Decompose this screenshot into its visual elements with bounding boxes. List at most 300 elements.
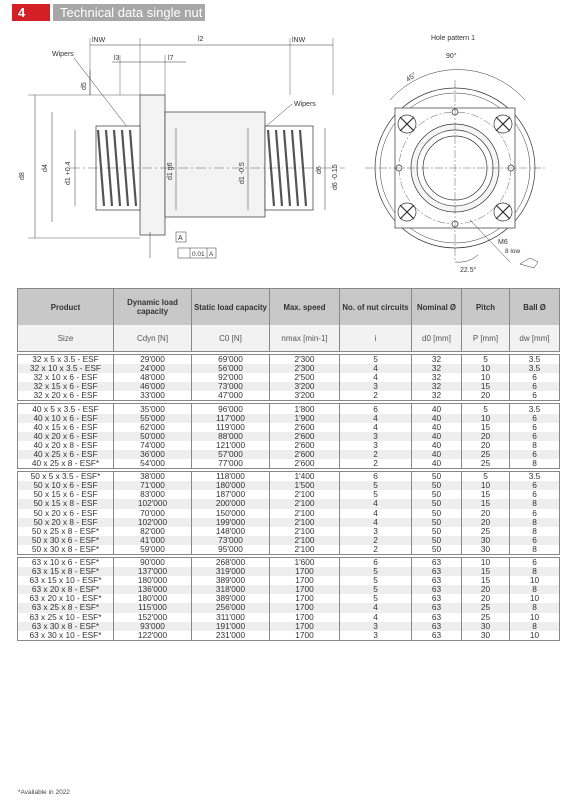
table-cell: 55'000 bbox=[114, 414, 192, 423]
table-cell: 6 bbox=[510, 391, 560, 401]
table-cell: 50 x 25 x 8 - ESF* bbox=[18, 527, 114, 536]
table-cell: 1700 bbox=[270, 576, 340, 585]
table-cell: 231'000 bbox=[192, 631, 270, 641]
table-cell: 256'000 bbox=[192, 603, 270, 612]
table-cell: 54'000 bbox=[114, 459, 192, 469]
technical-drawing bbox=[0, 0, 577, 290]
table-cell: 56'000 bbox=[192, 364, 270, 373]
table-cell: 20 bbox=[462, 509, 510, 518]
table-cell: 8 bbox=[510, 603, 560, 612]
table-cell: 136'000 bbox=[114, 585, 192, 594]
table-cell: 63 x 20 x 8 - ESF* bbox=[18, 585, 114, 594]
table-row bbox=[18, 631, 560, 641]
table-cell: 83'000 bbox=[114, 490, 192, 499]
hole-pattern-title: Hole pattern 1 bbox=[431, 35, 475, 42]
table-cell: 152'000 bbox=[114, 613, 192, 622]
label-wipers-right: Wipers bbox=[294, 101, 316, 108]
table-cell: 73'000 bbox=[192, 536, 270, 545]
table-cell: 148'000 bbox=[192, 527, 270, 536]
table-row bbox=[18, 545, 560, 555]
table-cell: 92'000 bbox=[192, 373, 270, 382]
table-cell: 2'500 bbox=[270, 373, 340, 382]
table-cell: 63 x 25 x 10 - ESF* bbox=[18, 613, 114, 622]
table-cell: 2 bbox=[340, 459, 412, 469]
dim-l3: l3 bbox=[114, 55, 120, 62]
table-cell: 32 x 10 x 3.5 - ESF bbox=[18, 364, 114, 373]
table-cell: 3 bbox=[340, 382, 412, 391]
dim-d4: d4 bbox=[42, 164, 49, 172]
table-cell: 3.5 bbox=[510, 364, 560, 373]
table-cell: 4 bbox=[340, 414, 412, 423]
table-cell: 4 bbox=[340, 423, 412, 432]
table-cell: 4 bbox=[340, 499, 412, 508]
table-cell: 38'000 bbox=[114, 472, 192, 482]
table-cell: 318'000 bbox=[192, 585, 270, 594]
table-cell: 40 x 10 x 6 - ESF bbox=[18, 414, 114, 423]
hole-pattern-angle-45: 45° bbox=[405, 71, 418, 84]
table-cell: 5 bbox=[462, 355, 510, 365]
table-cell: 10 bbox=[462, 481, 510, 490]
dim-d1: d1 +0.4 bbox=[65, 161, 72, 185]
table-cell: 2'600 bbox=[270, 459, 340, 469]
table-cell: 40 bbox=[412, 459, 462, 469]
table-cell: 1700 bbox=[270, 585, 340, 594]
table-cell: 200'000 bbox=[192, 499, 270, 508]
table-cell: 63 bbox=[412, 603, 462, 612]
table-cell: 50 bbox=[412, 545, 462, 555]
table-cell: 6 bbox=[510, 432, 560, 441]
table-row bbox=[18, 481, 560, 490]
table-row bbox=[18, 509, 560, 518]
table-cell: 2'100 bbox=[270, 509, 340, 518]
table-cell: 6 bbox=[340, 472, 412, 482]
table-cell: 41'000 bbox=[114, 536, 192, 545]
table-cell: 4 bbox=[340, 613, 412, 622]
table-cell: 33'000 bbox=[114, 391, 192, 401]
dim-l2: l2 bbox=[198, 36, 204, 43]
table-cell: 118'000 bbox=[192, 472, 270, 482]
table-cell: 1700 bbox=[270, 622, 340, 631]
table-row bbox=[18, 441, 560, 450]
table-cell: 3'200 bbox=[270, 391, 340, 401]
table-cell: 57'000 bbox=[192, 450, 270, 459]
column-header: Nominal Ø bbox=[412, 289, 462, 326]
table-row bbox=[18, 499, 560, 508]
table-cell: 50 bbox=[412, 527, 462, 536]
table-cell: 102'000 bbox=[114, 499, 192, 508]
table-cell: 2'100 bbox=[270, 536, 340, 545]
dim-d5: d5 bbox=[81, 82, 88, 90]
column-unit: Size bbox=[18, 325, 114, 352]
table-cell: 95'000 bbox=[192, 545, 270, 555]
table-cell: 137'000 bbox=[114, 567, 192, 576]
table-cell: 8 bbox=[510, 585, 560, 594]
table-cell: 63 x 20 x 10 - ESF* bbox=[18, 594, 114, 603]
table-cell: 15 bbox=[462, 382, 510, 391]
table-cell: 30 bbox=[462, 545, 510, 555]
table-header-row bbox=[18, 289, 560, 326]
table-cell: 6 bbox=[340, 557, 412, 567]
table-cell: 20 bbox=[462, 594, 510, 603]
table-cell: 2'100 bbox=[270, 490, 340, 499]
table-cell: 6 bbox=[510, 557, 560, 567]
table-cell: 15 bbox=[462, 567, 510, 576]
table-cell: 24'000 bbox=[114, 364, 192, 373]
column-unit: C0 [N] bbox=[192, 325, 270, 352]
table-cell: 115'000 bbox=[114, 603, 192, 612]
table-unit-row bbox=[18, 325, 560, 352]
table-row bbox=[18, 414, 560, 423]
table-cell: 63 bbox=[412, 557, 462, 567]
table-cell: 2'100 bbox=[270, 518, 340, 527]
table-cell: 3 bbox=[340, 527, 412, 536]
table-cell: 2'100 bbox=[270, 499, 340, 508]
dim-lnw-right: lNW bbox=[292, 37, 306, 44]
table-cell: 5 bbox=[340, 576, 412, 585]
table-cell: 180'000 bbox=[114, 576, 192, 585]
table-cell: 40 bbox=[412, 441, 462, 450]
table-cell: 32 bbox=[412, 373, 462, 382]
table-cell: 8 bbox=[510, 527, 560, 536]
table-cell: 117'000 bbox=[192, 414, 270, 423]
table-cell: 6 bbox=[340, 404, 412, 414]
table-cell: 50 x 10 x 6 - ESF bbox=[18, 481, 114, 490]
table-cell: 25 bbox=[462, 527, 510, 536]
table-cell: 63 x 30 x 8 - ESF* bbox=[18, 622, 114, 631]
table-cell: 63 x 15 x 8 - ESF* bbox=[18, 567, 114, 576]
table-cell: 71'000 bbox=[114, 481, 192, 490]
tol-ref: A bbox=[209, 251, 214, 258]
table-cell: 389'000 bbox=[192, 576, 270, 585]
table-cell: 63 bbox=[412, 567, 462, 576]
table-cell: 29'000 bbox=[114, 355, 192, 365]
table-cell: 63 x 10 x 6 - ESF* bbox=[18, 557, 114, 567]
table-cell: 90'000 bbox=[114, 557, 192, 567]
table-cell: 191'000 bbox=[192, 622, 270, 631]
table-cell: 20 bbox=[462, 585, 510, 594]
table-cell: 2'300 bbox=[270, 364, 340, 373]
table-row bbox=[18, 459, 560, 469]
table-cell: 6 bbox=[510, 490, 560, 499]
table-cell: 10 bbox=[462, 373, 510, 382]
table-cell: 1'500 bbox=[270, 481, 340, 490]
table-cell: 50 bbox=[412, 499, 462, 508]
table-cell: 6 bbox=[510, 509, 560, 518]
table-cell: 32 x 20 x 6 - ESF bbox=[18, 391, 114, 401]
table-cell: 50 x 15 x 6 - ESF bbox=[18, 490, 114, 499]
table-cell: 2'600 bbox=[270, 432, 340, 441]
table-cell: 40 x 25 x 8 - ESF* bbox=[18, 459, 114, 469]
table-cell: 47'000 bbox=[192, 391, 270, 401]
table-cell: 3 bbox=[340, 432, 412, 441]
table-cell: 25 bbox=[462, 459, 510, 469]
table-cell: 6 bbox=[510, 382, 560, 391]
table-cell: 50'000 bbox=[114, 432, 192, 441]
table-cell: 30 bbox=[462, 622, 510, 631]
table-cell: 10 bbox=[510, 594, 560, 603]
dim-d1-g6: d1 g6 bbox=[167, 162, 174, 180]
table-cell: 389'000 bbox=[192, 594, 270, 603]
table-cell: 2'600 bbox=[270, 441, 340, 450]
table-cell: 32 x 15 x 6 - ESF bbox=[18, 382, 114, 391]
table-cell: 25 bbox=[462, 613, 510, 622]
table-cell: 63 bbox=[412, 613, 462, 622]
table-cell: 20 bbox=[462, 432, 510, 441]
table-cell: 5 bbox=[340, 355, 412, 365]
table-cell: 5 bbox=[462, 472, 510, 482]
table-cell: 50 x 20 x 6 - ESF bbox=[18, 509, 114, 518]
table-row bbox=[18, 404, 560, 414]
table-cell: 2 bbox=[340, 545, 412, 555]
table-cell: 15 bbox=[462, 423, 510, 432]
table-cell: 20 bbox=[462, 518, 510, 527]
column-header: Pitch bbox=[462, 289, 510, 326]
table-row bbox=[18, 472, 560, 482]
section-number: 4 bbox=[12, 4, 50, 21]
table-cell: 73'000 bbox=[192, 382, 270, 391]
table-cell: 40 x 25 x 6 - ESF bbox=[18, 450, 114, 459]
table-cell: 8 bbox=[510, 459, 560, 469]
table-cell: 40 bbox=[412, 450, 462, 459]
table-cell: 15 bbox=[462, 499, 510, 508]
table-row bbox=[18, 432, 560, 441]
table-cell: 5 bbox=[340, 567, 412, 576]
table-cell: 96'000 bbox=[192, 404, 270, 414]
table-cell: 3.5 bbox=[510, 404, 560, 414]
table-cell: 3 bbox=[340, 631, 412, 641]
table-cell: 70'000 bbox=[114, 509, 192, 518]
table-cell: 82'000 bbox=[114, 527, 192, 536]
column-unit: nmax [min-1] bbox=[270, 325, 340, 352]
tol-value: 0.01 bbox=[192, 251, 205, 258]
table-cell: 1700 bbox=[270, 631, 340, 641]
table-cell: 102'000 bbox=[114, 518, 192, 527]
table-cell: 93'000 bbox=[114, 622, 192, 631]
table-cell: 40 bbox=[412, 414, 462, 423]
table-cell: 4 bbox=[340, 373, 412, 382]
table-cell: 4 bbox=[340, 364, 412, 373]
table-cell: 50 x 20 x 8 - ESF bbox=[18, 518, 114, 527]
table-cell: 1'900 bbox=[270, 414, 340, 423]
thread-size: M6 bbox=[498, 239, 508, 246]
table-cell: 8 bbox=[510, 622, 560, 631]
table-cell: 8 bbox=[510, 545, 560, 555]
dim-d8: d8 bbox=[19, 172, 26, 180]
table-cell: 32 bbox=[412, 391, 462, 401]
table-cell: 46'000 bbox=[114, 382, 192, 391]
technical-data-table bbox=[17, 288, 560, 641]
table-cell: 2'600 bbox=[270, 423, 340, 432]
table-cell: 4 bbox=[340, 518, 412, 527]
table-row bbox=[18, 391, 560, 401]
table-cell: 6 bbox=[510, 536, 560, 545]
table-cell: 3 bbox=[340, 622, 412, 631]
dim-d1-minus: d1 -0.5 bbox=[239, 162, 246, 184]
table-cell: 10 bbox=[462, 364, 510, 373]
table-cell: 50 x 30 x 8 - ESF* bbox=[18, 545, 114, 555]
table-cell: 3 bbox=[340, 441, 412, 450]
table-cell: 1700 bbox=[270, 603, 340, 612]
dim-lnw-left: lNW bbox=[92, 37, 106, 44]
table-cell: 35'000 bbox=[114, 404, 192, 414]
table-cell: 15 bbox=[462, 576, 510, 585]
table-cell: 2'600 bbox=[270, 450, 340, 459]
table-cell: 25 bbox=[462, 603, 510, 612]
table-cell: 8 bbox=[510, 441, 560, 450]
footnote: *Available in 2022 bbox=[18, 789, 70, 796]
table-cell: 40 bbox=[412, 432, 462, 441]
table-cell: 32 bbox=[412, 382, 462, 391]
table-cell: 50 bbox=[412, 518, 462, 527]
table-cell: 199'000 bbox=[192, 518, 270, 527]
column-unit: dw [mm] bbox=[510, 325, 560, 352]
table-cell: 6 bbox=[510, 481, 560, 490]
table-cell: 32 x 5 x 3.5 - ESF bbox=[18, 355, 114, 365]
hole-pattern-angle-90: 90° bbox=[446, 53, 457, 60]
dim-l7: l7 bbox=[168, 55, 174, 62]
table-cell: 63 bbox=[412, 576, 462, 585]
table-cell: 1'600 bbox=[270, 557, 340, 567]
table-cell: 88'000 bbox=[192, 432, 270, 441]
table-cell: 2'300 bbox=[270, 355, 340, 365]
label-wipers-left: Wipers bbox=[52, 51, 74, 58]
table-cell: 40 x 5 x 3.5 - ESF bbox=[18, 404, 114, 414]
table-cell: 1700 bbox=[270, 594, 340, 603]
column-header: Max. speed bbox=[270, 289, 340, 326]
table-cell: 20 bbox=[462, 441, 510, 450]
table-cell: 1700 bbox=[270, 613, 340, 622]
table-row bbox=[18, 364, 560, 373]
table-cell: 4 bbox=[340, 603, 412, 612]
column-unit: i bbox=[340, 325, 412, 352]
table-cell: 6 bbox=[510, 373, 560, 382]
dim-d6-tol: d6 -0.15 bbox=[332, 164, 339, 190]
table-cell: 5 bbox=[340, 594, 412, 603]
section-title: Technical data single nut bbox=[53, 4, 205, 21]
table-cell: 6 bbox=[510, 450, 560, 459]
table-cell: 3.5 bbox=[510, 355, 560, 365]
table-cell: 50 x 30 x 6 - ESF* bbox=[18, 536, 114, 545]
table-cell: 2 bbox=[340, 536, 412, 545]
table-cell: 1'800 bbox=[270, 404, 340, 414]
table-cell: 187'000 bbox=[192, 490, 270, 499]
table-cell: 6 bbox=[510, 423, 560, 432]
table-cell: 63 bbox=[412, 594, 462, 603]
table-row bbox=[18, 490, 560, 499]
table-cell: 8 bbox=[510, 518, 560, 527]
table-cell: 50 bbox=[412, 490, 462, 499]
table-cell: 10 bbox=[462, 557, 510, 567]
table-cell: 69'000 bbox=[192, 355, 270, 365]
dim-d6: d6 bbox=[316, 166, 323, 174]
table-cell: 2'100 bbox=[270, 545, 340, 555]
table-cell: 319'000 bbox=[192, 567, 270, 576]
table-cell: 30 bbox=[462, 536, 510, 545]
column-header: Dynamic load capacity bbox=[114, 289, 192, 326]
table-cell: 5 bbox=[340, 481, 412, 490]
column-unit: P [mm] bbox=[462, 325, 510, 352]
table-cell: 8 bbox=[510, 567, 560, 576]
table-cell: 180'000 bbox=[114, 594, 192, 603]
table-cell: 10 bbox=[510, 631, 560, 641]
table-cell: 63 bbox=[412, 585, 462, 594]
table-row bbox=[18, 373, 560, 382]
table-cell: 10 bbox=[462, 414, 510, 423]
table-row bbox=[18, 423, 560, 432]
column-header: Ball Ø bbox=[510, 289, 560, 326]
table-cell: 311'000 bbox=[192, 613, 270, 622]
table-cell: 63 x 30 x 10 - ESF* bbox=[18, 631, 114, 641]
table-cell: 59'000 bbox=[114, 545, 192, 555]
table-cell: 2 bbox=[340, 450, 412, 459]
table-cell: 3.5 bbox=[510, 472, 560, 482]
table-cell: 268'000 bbox=[192, 557, 270, 567]
table-cell: 50 bbox=[412, 472, 462, 482]
table-cell: 8 bbox=[510, 499, 560, 508]
table-cell: 2'100 bbox=[270, 527, 340, 536]
table-cell: 32 bbox=[412, 364, 462, 373]
table-cell: 50 x 5 x 3.5 - ESF* bbox=[18, 472, 114, 482]
table-cell: 40 x 15 x 6 - ESF bbox=[18, 423, 114, 432]
datum-a: A bbox=[178, 235, 183, 242]
table-cell: 150'000 bbox=[192, 509, 270, 518]
table-cell: 1'400 bbox=[270, 472, 340, 482]
table-cell: 63 x 25 x 8 - ESF* bbox=[18, 603, 114, 612]
table-cell: 3'200 bbox=[270, 382, 340, 391]
table-cell: 50 bbox=[412, 536, 462, 545]
table-cell: 50 bbox=[412, 481, 462, 490]
table-cell: 5 bbox=[340, 490, 412, 499]
table-cell: 40 bbox=[412, 423, 462, 432]
table-cell: 15 bbox=[462, 490, 510, 499]
table-cell: 63 bbox=[412, 631, 462, 641]
table-cell: 40 bbox=[412, 404, 462, 414]
table-cell: 25 bbox=[462, 450, 510, 459]
table-cell: 121'000 bbox=[192, 441, 270, 450]
table-cell: 4 bbox=[340, 509, 412, 518]
table-cell: 180'000 bbox=[192, 481, 270, 490]
column-header: No. of nut circuits bbox=[340, 289, 412, 326]
table-cell: 36'000 bbox=[114, 450, 192, 459]
column-unit: d0 [mm] bbox=[412, 325, 462, 352]
table-cell: 5 bbox=[462, 404, 510, 414]
table-cell: 10 bbox=[510, 576, 560, 585]
table-cell: 32 bbox=[412, 355, 462, 365]
table-cell: 50 bbox=[412, 509, 462, 518]
hole-pattern-angle-225: 22.5° bbox=[460, 267, 477, 274]
table-row bbox=[18, 382, 560, 391]
table-cell: 40 x 20 x 8 - ESF bbox=[18, 441, 114, 450]
table-cell: 20 bbox=[462, 391, 510, 401]
column-header: Product bbox=[18, 289, 114, 326]
table-cell: 62'000 bbox=[114, 423, 192, 432]
table-cell: 40 x 20 x 6 - ESF bbox=[18, 432, 114, 441]
table-cell: 50 x 15 x 8 - ESF bbox=[18, 499, 114, 508]
table-cell: 2 bbox=[340, 391, 412, 401]
table-cell: 10 bbox=[510, 613, 560, 622]
table-cell: 77'000 bbox=[192, 459, 270, 469]
table-cell: 32 x 10 x 6 - ESF bbox=[18, 373, 114, 382]
table-cell: 63 bbox=[412, 622, 462, 631]
table-cell: 48'000 bbox=[114, 373, 192, 382]
column-header: Static load capacity bbox=[192, 289, 270, 326]
column-unit: Cdyn [N] bbox=[114, 325, 192, 352]
table-cell: 6 bbox=[510, 414, 560, 423]
table-cell: 1700 bbox=[270, 567, 340, 576]
table-cell: 119'000 bbox=[192, 423, 270, 432]
table-cell: 74'000 bbox=[114, 441, 192, 450]
table-cell: 5 bbox=[340, 585, 412, 594]
